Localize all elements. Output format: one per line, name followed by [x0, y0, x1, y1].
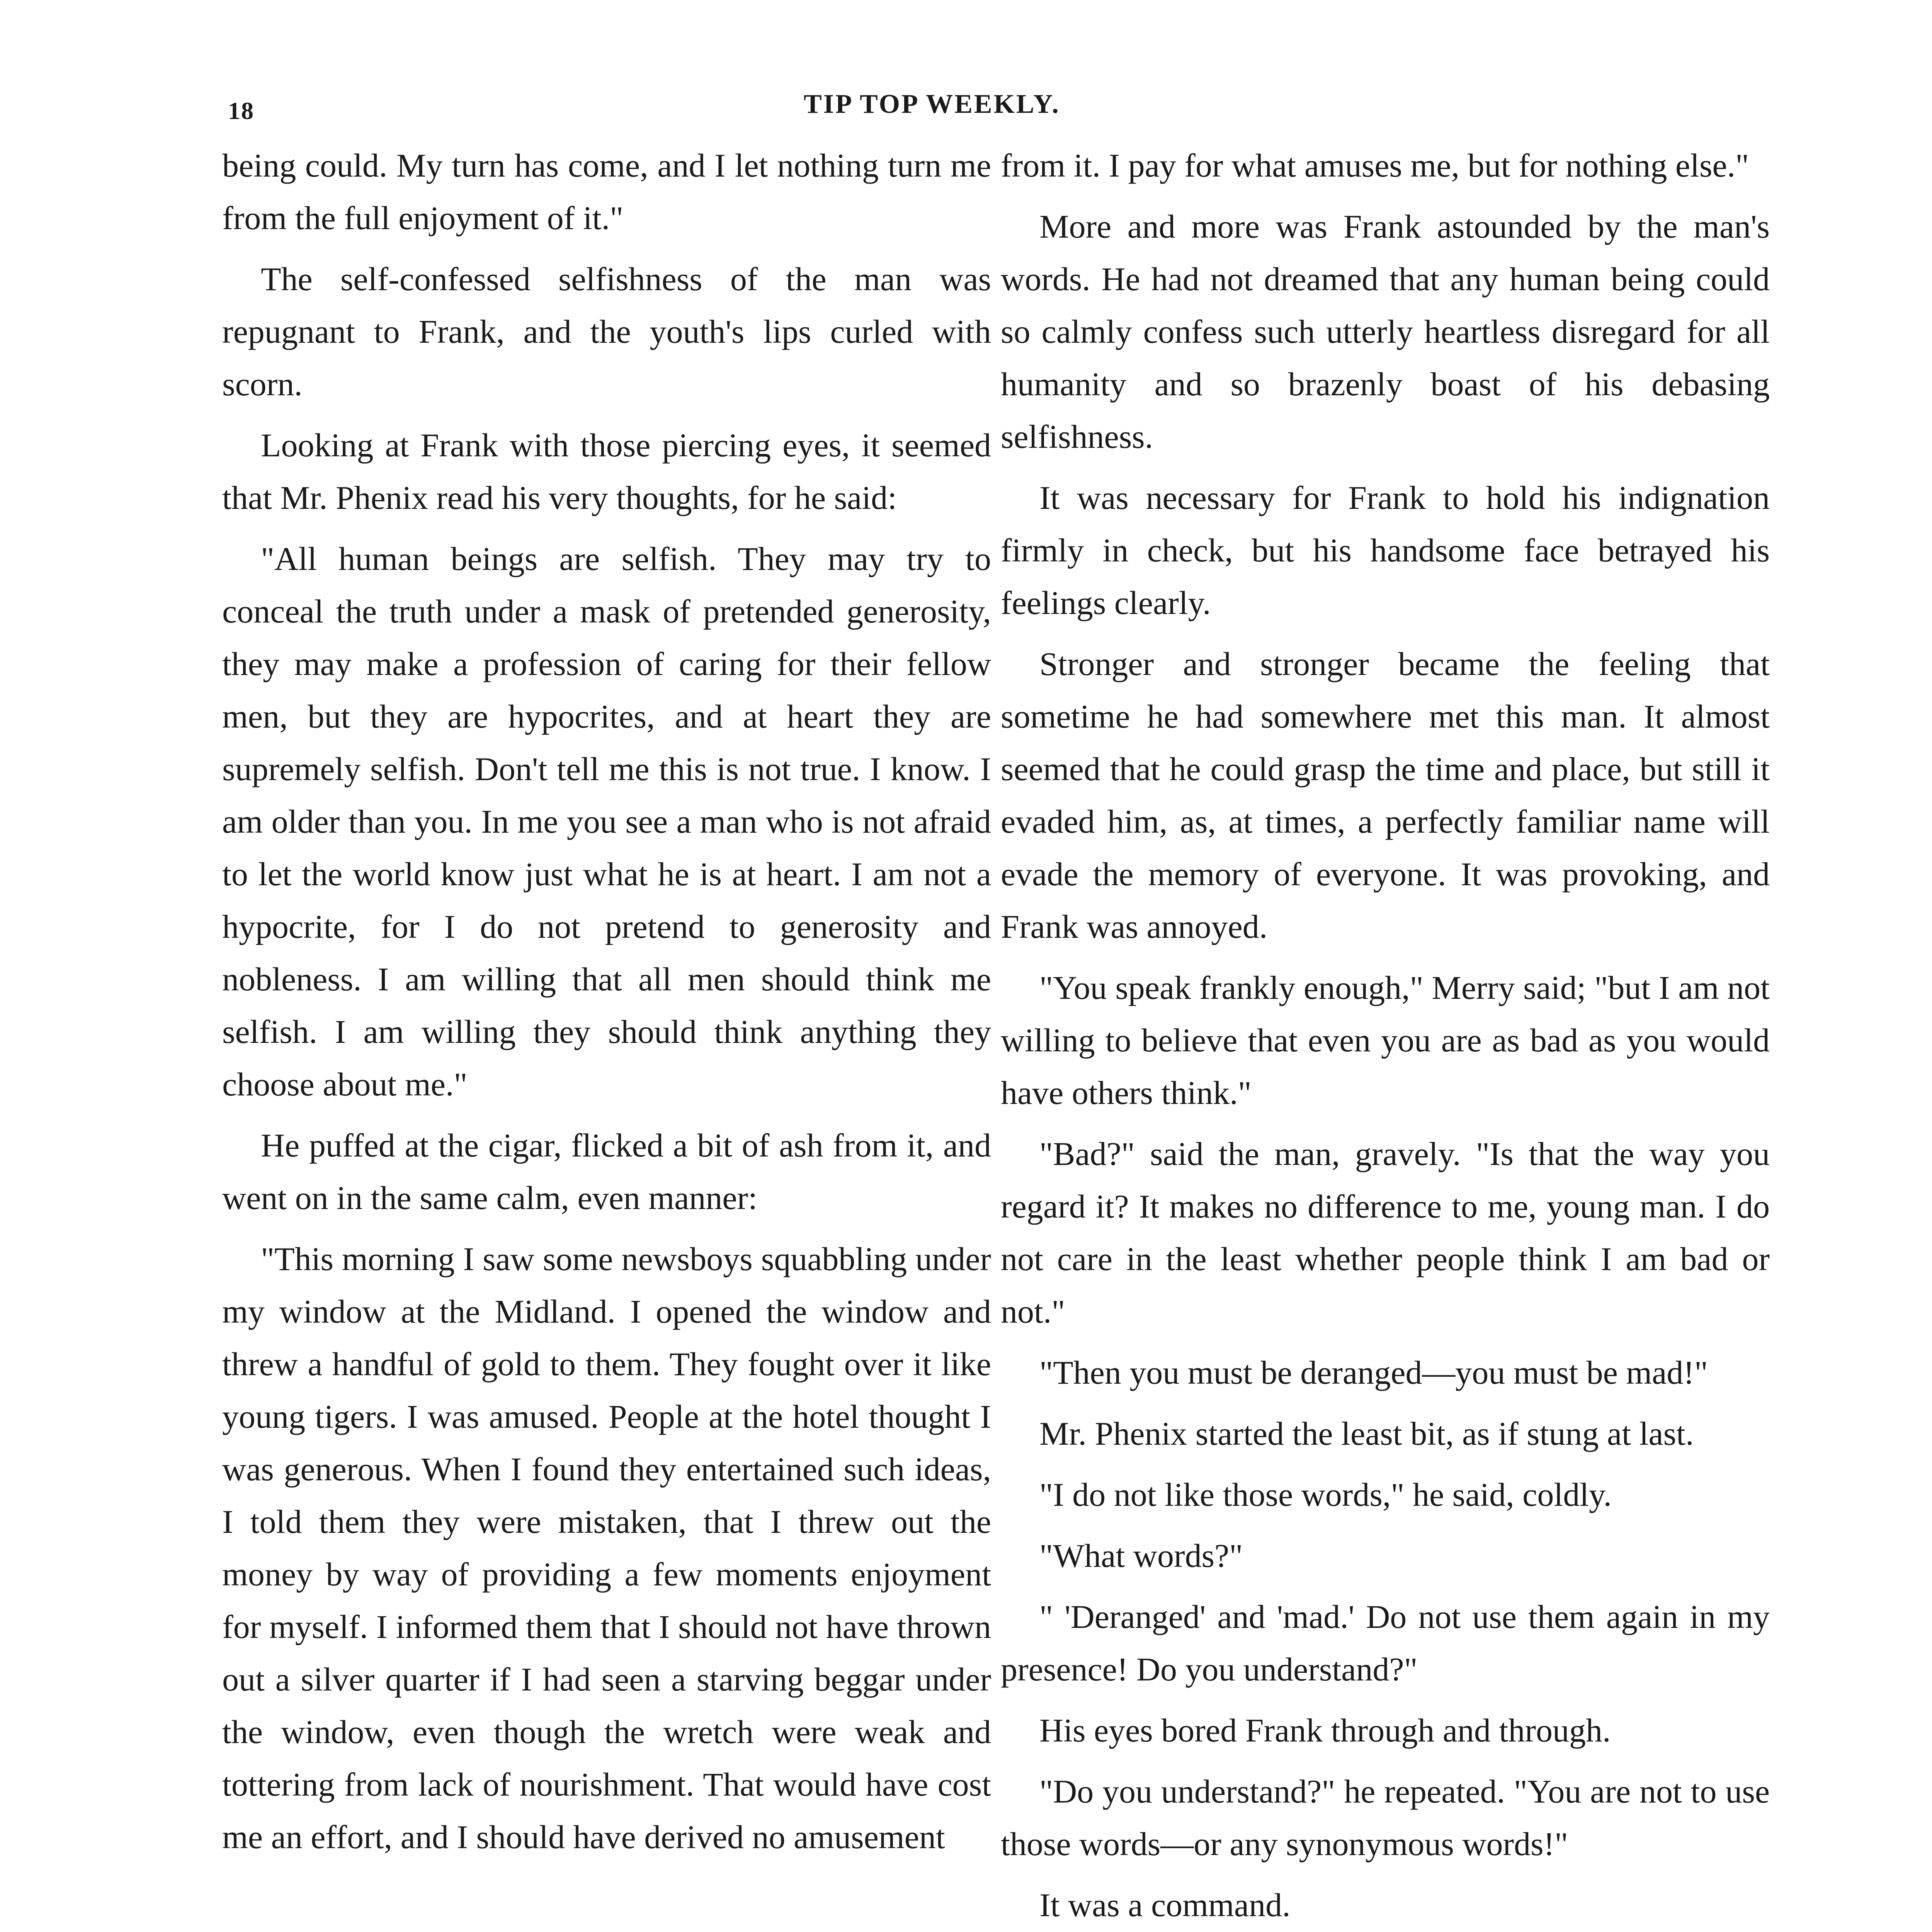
- paragraph: It was necessary for Frank to hold his indignation firmly in check, but his handsome face betrayed his feelings clearly.: [1001, 479, 1770, 621]
- paragraph: being could. My turn has come, and I let nothing turn me from the full enjoyment of it.": [222, 147, 991, 236]
- paragraph: "All human beings are selfish. They may try to conceal the truth under a mask of pretended generosity, they may make a profession of caring for their fellow men, but they are hypocrites, and at heart they are supremely selfish. Don't tell me this is not true. I know. I am older than you. In me you see a man who is not afraid to let the world know just what he is at heart. I am not a hypocrite, for I do not pretend to generosity and nobleness. I am willing that all men should think me selfish. I am willing they should think anything they choose about me.": [222, 540, 991, 1103]
- paragraph: His eyes bored Frank through and through.: [1039, 1712, 1611, 1749]
- paragraph: "I do not like those words," he said, coldly.: [1039, 1476, 1612, 1513]
- paragraph: from it. I pay for what amuses me, but for nothing else.": [1001, 147, 1749, 184]
- right-column: [1001, 139, 1770, 1932]
- paragraph: "Bad?" said the man, gravely. "Is that the way you regard it? It makes no difference to me, young man. I do not care in the least whether people think I am bad or not.": [1001, 1135, 1770, 1330]
- paragraph: "Do you understand?" he repeated. "You are not to use those words—or any synonymous words!": [1001, 1773, 1770, 1862]
- paragraph: Stronger and stronger became the feeling that sometime he had somewhere met this man. It almost seemed that he could grasp the time and place, but still it evaded him, as, at times, a perfectly familiar name will evade the memory of everyone. It was provoking, and Frank was annoyed.: [1001, 645, 1770, 945]
- paragraph: It was a command.: [1039, 1886, 1291, 1923]
- paragraph: Looking at Frank with those piercing eyes, it seemed that Mr. Phenix read his very thoughts, for he said:: [222, 427, 991, 516]
- left-column: [222, 139, 991, 1872]
- paragraph: Mr. Phenix started the least bit, as if stung at last.: [1039, 1415, 1694, 1452]
- paragraph: "Then you must be deranged—you must be mad!": [1039, 1354, 1708, 1391]
- paragraph: "You speak frankly enough," Merry said; "but I am not willing to believe that even you are as bad as you would have others think.": [1001, 969, 1770, 1111]
- page-number: 18: [228, 97, 254, 124]
- paragraph: The self-confessed selfishness of the man was repugnant to Frank, and the youth's lips curled with scorn.: [222, 260, 991, 403]
- paragraph: "This morning I saw some newsboys squabbling under my window at the Midland. I opened the window and threw a handful of gold to them. They fought over it like young tigers. I was amused. People at the hotel thought I was generous. When I found they entertained such ideas, I told them they were mistaken, that I threw out the money by way of providing a few moments enjoyment for myself. I informed them that I should not have thrown out a silver quarter if I had seen a starving beggar under the window, even though the wretch were weak and tottering from lack of nourishment. That would have cost me an effort, and I should have derived no amusement: [222, 1240, 991, 1855]
- running-head-title: TIP TOP WEEKLY.: [804, 89, 1060, 119]
- paragraph: " 'Deranged' and 'mad.' Do not use them again in my presence! Do you understand?": [1001, 1598, 1770, 1688]
- paragraph: He puffed at the cigar, flicked a bit of ash from it, and went on in the same calm, even manner:: [222, 1127, 991, 1216]
- paragraph: "What words?": [1039, 1537, 1243, 1574]
- paragraph: More and more was Frank astounded by the man's words. He had not dreamed that any human being could so calmly confess such utterly heartless disregard for all humanity and so brazenly boast of his debasing selfishness.: [1001, 208, 1770, 455]
